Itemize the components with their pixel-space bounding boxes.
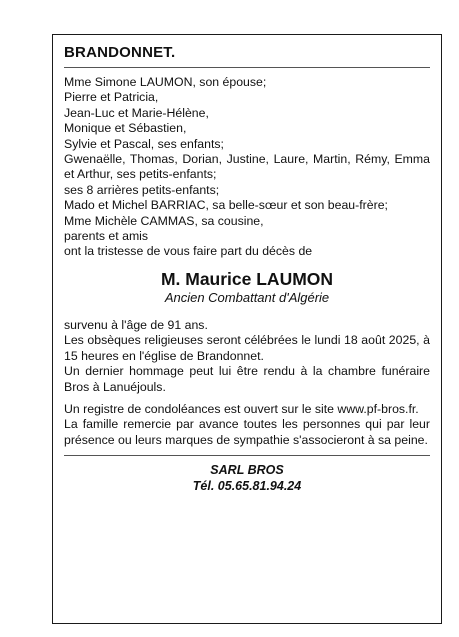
family-line: Mme Simone LAUMON, son épouse; <box>64 75 267 89</box>
funeral-home-name: SARL BROS <box>210 463 284 478</box>
family-line: Jean-Luc et Marie-Hélène, <box>64 105 209 120</box>
family-line: Mme Michèle CAMMAS, sa cousine, <box>64 213 264 228</box>
funeral-home-footer <box>64 462 430 494</box>
family-line: Gwenaëlle, Thomas, Dorian, Justine, Laure, Martin, Rémy, Emma et Arthur, ses petits-enfants; <box>64 152 430 182</box>
closing-line: La famille remercie par avance toutes les personnes qui par leur présence ou leurs marques de sympathie s'associeront à sa peine. <box>64 417 430 447</box>
details-line: Un dernier hommage peut lui être rendu à la chambre funéraire Bros à Lanuéjouls. <box>64 364 430 394</box>
family-line: ont la tristesse de vous faire part du décès de <box>64 244 313 259</box>
title-divider <box>64 67 430 68</box>
details-line: survenu à l'âge de 91 ans. <box>64 317 208 332</box>
family-list <box>64 75 430 260</box>
funeral-home-phone: Tél. 05.65.81.94.24 <box>192 479 302 494</box>
family-line: Monique et Sébastien, <box>64 121 187 136</box>
notice-title: BRANDONNET. <box>64 44 176 61</box>
family-line: Sylvie et Pascal, ses enfants; <box>64 136 224 151</box>
deceased-subtitle: Ancien Combattant d'Algérie <box>164 289 330 305</box>
deceased-block <box>64 269 430 306</box>
spacer <box>64 395 430 402</box>
footer-divider <box>64 455 430 456</box>
obituary-notice <box>52 34 442 624</box>
family-line: Mado et Michel BARRIAC, sa belle-sœur et son beau-frère; <box>64 198 388 213</box>
family-line: Pierre et Patricia, <box>64 90 159 105</box>
family-line: ses 8 arrières petits-enfants; <box>64 182 220 197</box>
family-line: parents et amis <box>64 229 149 244</box>
deceased-name: M. Maurice LAUMON <box>160 268 334 289</box>
funeral-details <box>64 318 430 395</box>
closing-line: Un registre de condoléances est ouvert sur le site www.pf-bros.fr. <box>64 401 419 416</box>
closing-text <box>64 402 430 448</box>
details-line: Les obsèques religieuses seront célébrées le lundi 18 août 2025, à 15 heures en l'église de Brandonnet. <box>64 333 430 363</box>
